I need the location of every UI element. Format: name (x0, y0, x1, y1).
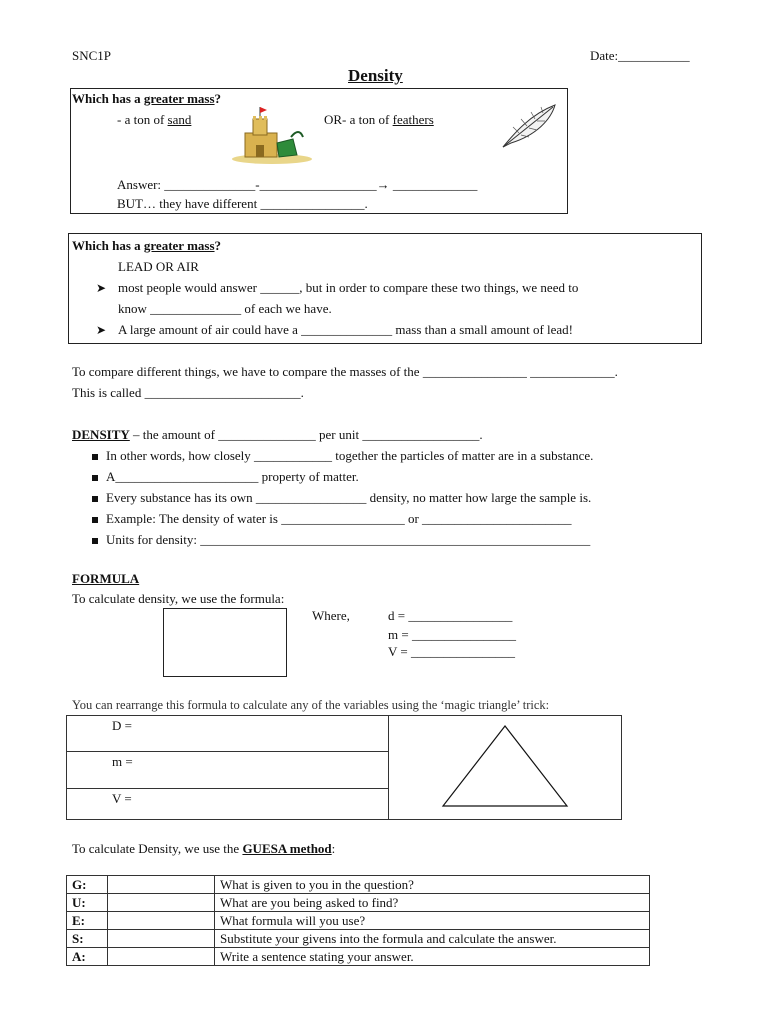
feather-icon (499, 101, 559, 149)
compare-line2: This is called ________________________. (72, 385, 304, 400)
box1-question: Which has a greater mass? (72, 91, 222, 106)
table-row: E: What formula will you use? (67, 912, 650, 930)
var-m: m = ________________ (388, 627, 516, 642)
square-bullet-icon (92, 454, 98, 460)
table-row: U: What are you being asked to find? (67, 894, 650, 912)
option-feathers: OR- a ton of feathers (324, 112, 434, 127)
density-definition: DENSITY – the amount of _______________ per unit __________________. (72, 427, 483, 442)
arrow-bullet-icon: ➤ (96, 281, 107, 295)
lead-or-air: LEAD OR AIR (118, 259, 199, 274)
square-bullet-icon (92, 517, 98, 523)
rearrange-row: V = (67, 789, 389, 820)
date-field: Date:___________ (590, 48, 690, 63)
density-bullet: In other words, how closely ____________ together the particles of matter are in a substance. (92, 448, 593, 464)
answer-line: Answer: ______________-__________________→ _____________ (117, 177, 478, 192)
bullet1-line1: most people would answer ______, but in order to compare these two things, we need to (118, 280, 579, 295)
guesa-table (66, 875, 650, 966)
magic-triangle-icon (440, 723, 570, 809)
course-code: SNC1P (72, 48, 112, 63)
lead-air-box (68, 233, 702, 344)
sandcastle-icon (231, 107, 313, 165)
sand-feathers-box (70, 88, 568, 214)
different-line: BUT… they have different ________________. (117, 196, 368, 211)
rearrange-row: m = (67, 752, 389, 789)
table-row: S: Substitute your givens into the formula and calculate the answer. (67, 930, 650, 948)
box2-question: Which has a greater mass? (72, 238, 222, 253)
bullet1-line2: know ______________ of each we have. (118, 301, 332, 316)
magic-triangle-table (66, 715, 622, 820)
var-v: V = ________________ (388, 644, 515, 659)
square-bullet-icon (92, 538, 98, 544)
compare-line1: To compare different things, we have to compare the masses of the ________________ _____________. (72, 364, 618, 379)
triangle-cell (389, 716, 622, 820)
guesa-intro: To calculate Density, we use the GUESA method: (72, 841, 336, 856)
rearrange-text: You can rearrange this formula to calculate any of the variables using the ‘magic triangle’ trick: (72, 698, 550, 712)
square-bullet-icon (92, 475, 98, 481)
table-row: A: Write a sentence stating your answer. (67, 948, 650, 966)
formula-box (163, 608, 287, 677)
density-bullet: A______________________ property of matter. (92, 469, 359, 485)
bullet2: A large amount of air could have a ______________ mass than a small amount of lead! (118, 322, 574, 337)
density-bullet: Units for density: ____________________________________________________________ (92, 532, 590, 548)
density-bullet: Every substance has its own _________________ density, no matter how large the sample is. (92, 490, 591, 506)
option-sand: - a ton of sand (117, 112, 192, 127)
where-label: Where, (312, 608, 350, 623)
var-d: d = ________________ (388, 608, 513, 623)
page-title: Density (348, 66, 403, 85)
square-bullet-icon (92, 496, 98, 502)
density-bullet: Example: The density of water is ___________________ or _______________________ (92, 511, 572, 527)
formula-heading: FORMULA (72, 571, 140, 586)
arrow-bullet-icon: ➤ (96, 323, 107, 337)
rearrange-row: D = (67, 716, 389, 752)
formula-intro: To calculate density, we use the formula: (72, 591, 285, 606)
table-row: G: What is given to you in the question? (67, 876, 650, 894)
